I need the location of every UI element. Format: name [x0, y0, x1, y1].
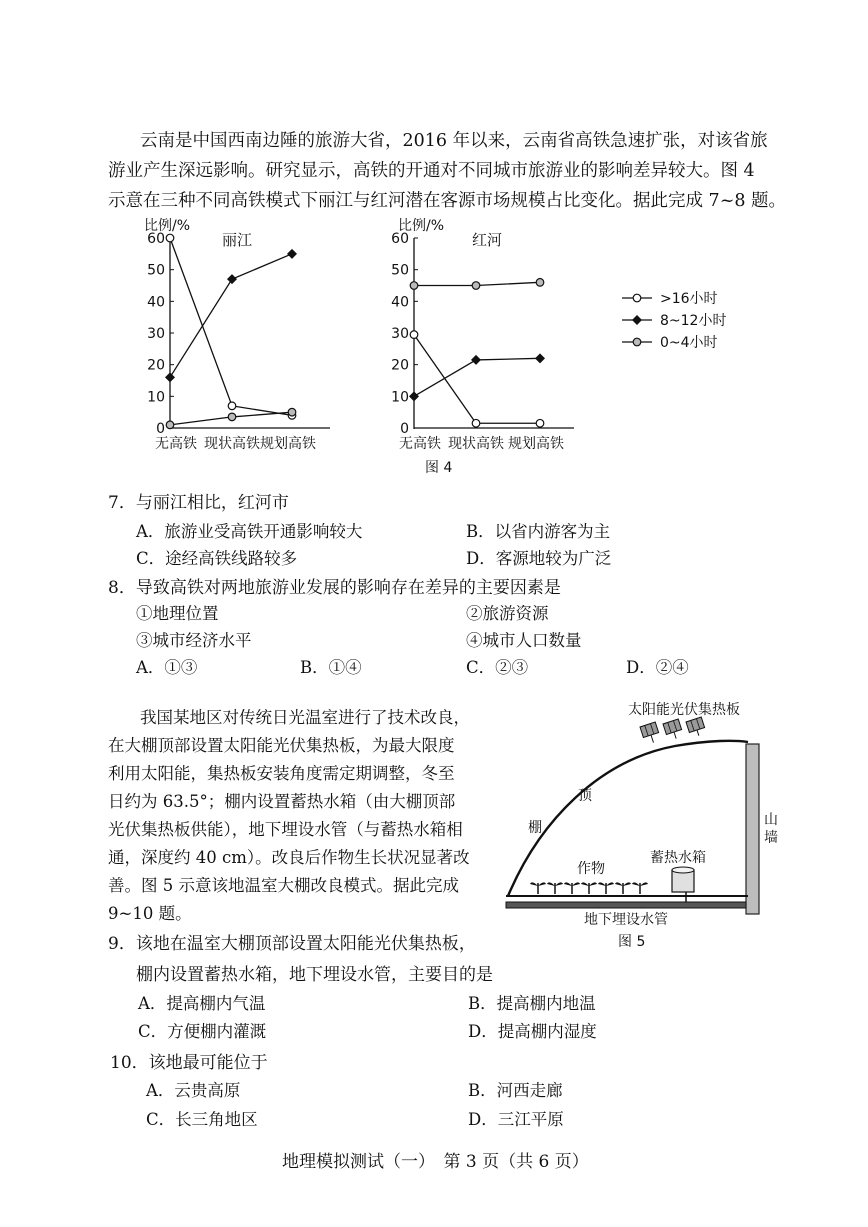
legend-item-0-4 — [622, 335, 718, 351]
data-point-dotted-circle — [472, 282, 480, 290]
q10-option-a[interactable] — [146, 1077, 240, 1101]
q9-option-a[interactable] — [138, 990, 265, 1014]
label-solar-panel: 太阳能光伏集热板 — [628, 702, 740, 718]
solar-panels — [640, 717, 706, 745]
series-line — [414, 335, 540, 424]
figure-4 — [140, 212, 780, 482]
option-letter: A． — [146, 1081, 175, 1100]
solar-panel-icon — [640, 722, 661, 745]
intro2-line-4: 日约为 63.5°；棚内设置蓄热水箱（由大棚顶部 — [108, 792, 456, 811]
q9-option-b[interactable] — [468, 990, 596, 1014]
option-text: 三江平原 — [497, 1110, 564, 1129]
option-text: 云贵高原 — [174, 1081, 241, 1100]
figure-5 — [500, 700, 790, 950]
x-tick-label: 无高铁 — [155, 436, 197, 452]
data-point-diamond — [165, 372, 175, 382]
option-text: 以省内游客为主 — [494, 522, 611, 541]
chart-honghe-ylabel: 比例/% — [398, 218, 445, 234]
y-tick-label: 30 — [391, 326, 409, 342]
figure-4-legend — [622, 291, 726, 351]
north-wall — [746, 744, 759, 914]
y-tick-label: 30 — [147, 326, 165, 342]
data-point-diamond — [471, 355, 481, 365]
legend-label: 8~12小时 — [660, 313, 727, 329]
chart-lijiang-title: 丽江 — [222, 231, 253, 249]
intro2-line-1: 我国某地区对传统日光温室进行了技术改良， — [140, 708, 470, 727]
option-text: 提高棚内湿度 — [497, 1022, 597, 1041]
option-text: 提高棚内地温 — [496, 994, 596, 1013]
y-tick-label: 50 — [147, 262, 165, 279]
legend-label: >16小时 — [660, 291, 718, 307]
y-tick-label: 20 — [391, 357, 409, 374]
data-point-dotted-circle — [288, 408, 296, 416]
y-tick-label: 40 — [147, 294, 165, 311]
option-letter: A． — [136, 522, 165, 541]
data-point-open-circle — [472, 419, 480, 427]
label-roof-side: 棚 — [528, 820, 542, 836]
data-point-dotted-circle — [228, 413, 236, 421]
option-text: 长三角地区 — [175, 1110, 258, 1129]
data-point-dotted-circle — [536, 279, 544, 287]
q8-option-b[interactable] — [300, 654, 362, 678]
y-tick-label: 60 — [391, 231, 409, 247]
underground-pipe — [506, 902, 746, 908]
option-letter: D． — [466, 549, 496, 568]
data-point-open-circle — [166, 234, 174, 242]
page-footer: 地理模拟测试（一） 第 3 页（共 6 页） — [282, 1152, 589, 1172]
legend-item-over16 — [622, 291, 718, 307]
data-point-open-circle — [536, 419, 544, 427]
option-text: 河西走廊 — [496, 1081, 563, 1100]
option-letter: B． — [300, 658, 329, 677]
q8-stem: 8．导致高铁对两地旅游业发展的影响存在差异的主要因素是 — [108, 578, 561, 598]
q7-option-d[interactable] — [466, 545, 611, 569]
option-letter: D． — [626, 658, 656, 677]
y-tick-label: 0 — [400, 421, 409, 437]
crop-icon — [615, 882, 631, 894]
option-letter: D． — [468, 1022, 498, 1041]
q10-option-b[interactable] — [468, 1077, 563, 1101]
option-text: ②③ — [495, 658, 529, 677]
option-letter: C． — [146, 1110, 176, 1129]
data-point-diamond — [227, 274, 237, 284]
intro2-line-3: 利用太阳能，集热板安装角度需定期调整，冬至 — [108, 764, 455, 783]
q8-option-d[interactable] — [626, 654, 689, 678]
crop-icon — [632, 882, 648, 894]
chart-honghe — [391, 218, 574, 452]
q8-item-2: ②旅游资源 — [466, 604, 549, 623]
label-pipe: 地下埋设水管 — [584, 912, 668, 928]
q8-option-c[interactable] — [466, 654, 528, 678]
figure-5-caption: 图 5 — [618, 934, 646, 950]
q7-option-b[interactable] — [466, 518, 610, 542]
option-text: ②④ — [655, 658, 689, 677]
intro2-line-2: 在大棚顶部设置太阳能光伏集热板，为最大限度 — [108, 736, 455, 755]
water-tank-icon — [672, 867, 694, 892]
legend-label: 0~4小时 — [660, 335, 718, 351]
q9-option-c[interactable] — [138, 1018, 266, 1042]
option-text: ①③ — [164, 658, 198, 677]
q8-item-3: ③城市经济水平 — [136, 631, 252, 650]
intro-line-1: 云南是中国西南边陲的旅游大省，2016 年以来，云南省高铁急速扩张，对该省旅 — [140, 131, 768, 151]
data-point-diamond — [287, 249, 297, 259]
q7-stem: 7．与丽江相比，红河市 — [108, 493, 289, 513]
figure-5-svg — [500, 700, 790, 950]
data-point-dotted-circle — [166, 421, 174, 429]
legend-open-circle-icon — [633, 294, 641, 302]
legend-item-8-12 — [622, 313, 726, 329]
data-point-open-circle — [410, 331, 418, 339]
y-tick-label: 10 — [391, 389, 409, 406]
label-roof-top: 顶 — [578, 788, 592, 804]
figure-4-svg — [140, 212, 780, 482]
series-line — [414, 358, 540, 396]
q10-option-d[interactable] — [468, 1106, 564, 1130]
greenhouse-roof — [508, 741, 748, 896]
option-letter: A． — [136, 658, 165, 677]
chart-lijiang-ylabel: 比例/% — [144, 218, 191, 234]
option-text: 提高棚内气温 — [166, 994, 266, 1013]
x-tick-label: 规划高铁 — [508, 436, 564, 452]
q9-stem-line-2: 棚内设置蓄热水箱，地下埋设水管，主要目的是 — [136, 965, 493, 985]
crop-icon — [581, 882, 597, 894]
option-letter: C． — [138, 1022, 168, 1041]
series-line — [170, 254, 292, 377]
intro-line-2: 游业产生深远影响。研究显示，高铁的开通对不同城市旅游业的影响差异较大。图 4 — [108, 161, 755, 181]
q10-stem: 10．该地最可能位于 — [110, 1053, 268, 1073]
q7-option-a[interactable] — [136, 518, 362, 542]
data-point-dotted-circle — [410, 282, 418, 290]
legend-diamond-icon — [632, 315, 642, 325]
option-letter: B． — [468, 1081, 497, 1100]
option-letter: D． — [468, 1110, 498, 1129]
intro-line-3: 示意在三种不同高铁模式下丽江与红河潜在客源市场规模占比变化。据此完成 7~8 题。 — [108, 191, 787, 211]
option-letter: C． — [136, 549, 166, 568]
option-text: 方便棚内灌溉 — [167, 1022, 267, 1041]
option-letter: B． — [466, 522, 495, 541]
x-tick-label: 规划高铁 — [260, 436, 316, 452]
q9-option-d[interactable] — [468, 1018, 597, 1042]
q8-option-a[interactable] — [136, 654, 197, 678]
crop-icon — [547, 882, 563, 894]
q8-item-4: ④城市人口数量 — [466, 631, 582, 650]
crop-icon — [564, 882, 580, 894]
option-letter: B． — [468, 994, 497, 1013]
data-point-diamond — [535, 353, 545, 363]
chart-honghe-title: 红河 — [472, 231, 503, 249]
x-tick-label: 无高铁 — [399, 436, 441, 452]
option-text: 客源地较为广泛 — [495, 549, 612, 568]
solar-panel-icon — [663, 719, 684, 741]
label-crops: 作物 — [577, 861, 605, 877]
q8-item-1: ①地理位置 — [136, 604, 219, 623]
y-tick-label: 60 — [147, 231, 165, 247]
figure-4-caption: 图 4 — [425, 460, 453, 476]
intro2-line-7: 善。图 5 示意该地温室大棚改良模式。据此完成 — [108, 876, 459, 895]
intro2-line-6: 通，深度约 40 cm）。改良后作物生长状况显著改 — [108, 848, 470, 867]
legend-dotted-circle-icon — [633, 338, 641, 346]
q10-option-c[interactable] — [146, 1106, 258, 1130]
data-point-diamond — [409, 391, 419, 401]
crops — [530, 882, 648, 894]
solar-panel-icon — [686, 717, 706, 738]
option-letter: C． — [466, 658, 496, 677]
x-tick-label: 现状高铁 — [204, 436, 260, 452]
option-text: 旅游业受高铁开通影响较大 — [164, 522, 363, 541]
option-letter: A． — [138, 994, 167, 1013]
y-tick-label: 50 — [391, 262, 409, 279]
option-text: ①④ — [328, 658, 362, 677]
x-tick-label: 现状高铁 — [448, 436, 504, 452]
y-tick-label: 0 — [156, 421, 165, 437]
label-wall-1: 山 — [764, 812, 778, 828]
data-point-open-circle — [228, 402, 236, 410]
label-tank: 蓄热水箱 — [650, 850, 706, 866]
intro2-line-8: 9~10 题。 — [108, 904, 192, 923]
series-line — [170, 238, 292, 415]
intro2-line-5: 光伏集热板供能），地下埋设水管（与蓄热水箱相 — [108, 820, 463, 839]
q9-stem-line-1: 9．该地在温室大棚顶部设置太阳能光伏集热板， — [108, 934, 476, 954]
y-tick-label: 40 — [391, 294, 409, 311]
chart-lijiang — [144, 218, 330, 452]
y-tick-label: 20 — [147, 357, 165, 374]
y-tick-label: 10 — [147, 389, 165, 406]
label-wall-2: 墙 — [764, 830, 778, 846]
crop-icon — [598, 882, 614, 894]
q7-option-c[interactable] — [136, 545, 297, 569]
crop-icon — [530, 882, 546, 894]
option-text: 途经高铁线路较多 — [165, 549, 298, 568]
